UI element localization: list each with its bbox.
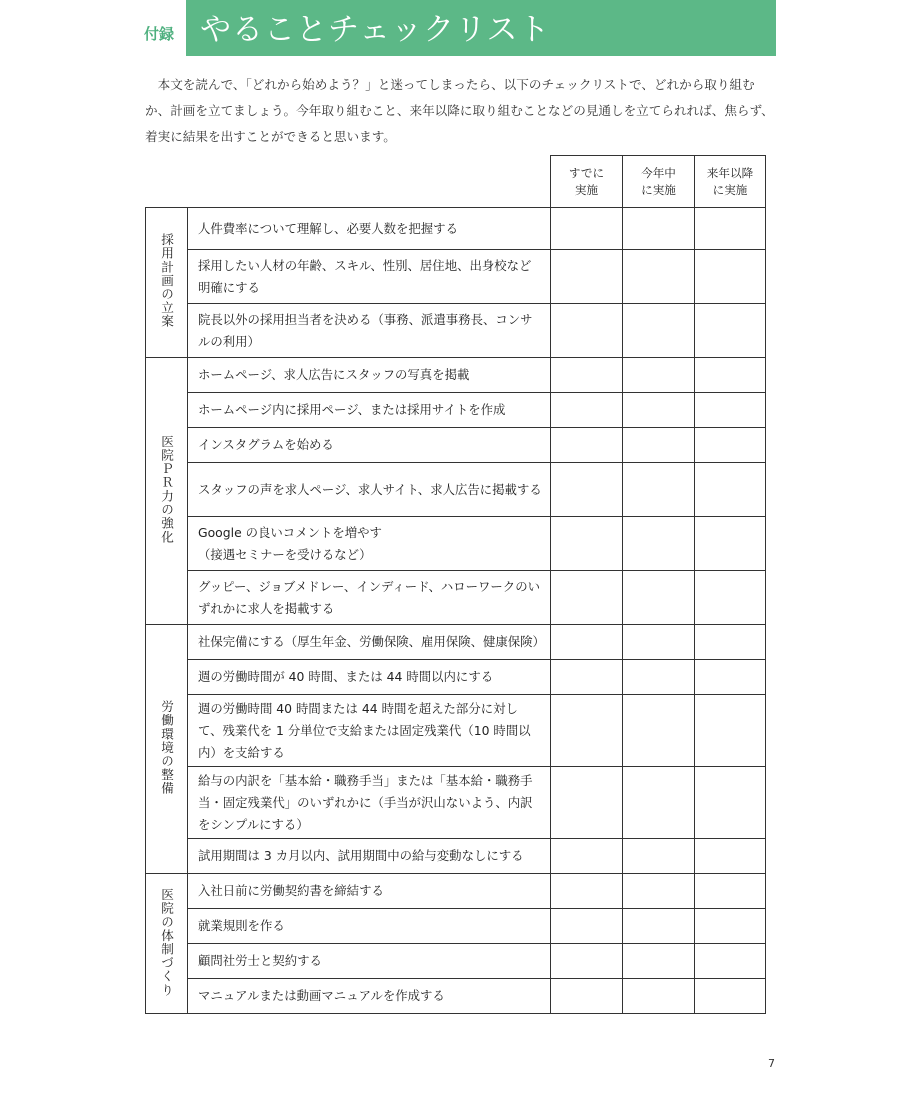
task-label: 週の労働時間 40 時間または 44 時間を超えた部分に対して、残業代を 1 分単位で支給または固定残業代（10 時間以内）を支給する xyxy=(188,695,551,767)
checkbox-done[interactable] xyxy=(551,767,623,839)
checkbox-next-year[interactable] xyxy=(695,909,766,944)
checkbox-next-year[interactable] xyxy=(695,393,766,428)
checkbox-next-year[interactable] xyxy=(695,767,766,839)
task-label: グッピー、ジョブメドレー、インディード、ハローワークのいずれかに求人を掲載する xyxy=(188,571,551,625)
header-blank xyxy=(146,156,551,208)
task-label: Google の良いコメントを増やす （接遇セミナーを受けるなど） xyxy=(188,517,551,571)
section-hiring-plan xyxy=(146,208,188,358)
task-label: 週の労働時間が 40 時間、または 44 時間以内にする xyxy=(188,660,551,695)
checkbox-next-year[interactable] xyxy=(695,428,766,463)
checkbox-next-year[interactable] xyxy=(695,839,766,874)
checkbox-next-year[interactable] xyxy=(695,874,766,909)
checklist-table xyxy=(145,155,766,1014)
checkbox-next-year[interactable] xyxy=(695,208,766,250)
checkbox-done[interactable] xyxy=(551,517,623,571)
checkbox-done[interactable] xyxy=(551,304,623,358)
column-header-this-year: 今年中 に実施 xyxy=(623,156,695,208)
column-header-next-year: 来年以降 に実施 xyxy=(695,156,766,208)
task-label: 給与の内訳を「基本給・職務手当」または「基本給・職務手当・固定残業代」のいずれかに（手当が沢山ないよう、内訳をシンプルにする） xyxy=(188,767,551,839)
task-label: 人件費率について理解し、必要人数を把握する xyxy=(188,208,551,250)
checkbox-this-year[interactable] xyxy=(623,909,695,944)
checkbox-done[interactable] xyxy=(551,428,623,463)
checkbox-this-year[interactable] xyxy=(623,660,695,695)
table-row xyxy=(146,208,766,250)
task-label: インスタグラムを始める xyxy=(188,428,551,463)
checkbox-this-year[interactable] xyxy=(623,767,695,839)
checkbox-this-year[interactable] xyxy=(623,979,695,1014)
table-row xyxy=(146,979,766,1014)
checkbox-this-year[interactable] xyxy=(623,428,695,463)
checkbox-next-year[interactable] xyxy=(695,625,766,660)
checkbox-this-year[interactable] xyxy=(623,944,695,979)
checkbox-next-year[interactable] xyxy=(695,463,766,517)
task-label: 顧問社労士と契約する xyxy=(188,944,551,979)
task-label: 院長以外の採用担当者を決める（事務、派遣事務長、コンサルの利用） xyxy=(188,304,551,358)
checkbox-this-year[interactable] xyxy=(623,625,695,660)
table-row xyxy=(146,767,766,839)
checkbox-next-year[interactable] xyxy=(695,517,766,571)
section-pr xyxy=(146,358,188,625)
table-row xyxy=(146,517,766,571)
table-row xyxy=(146,428,766,463)
task-label: 試用期間は 3 カ月以内、試用期間中の給与変動なしにする xyxy=(188,839,551,874)
table-row xyxy=(146,839,766,874)
checkbox-next-year[interactable] xyxy=(695,250,766,304)
checkbox-done[interactable] xyxy=(551,944,623,979)
checkbox-done[interactable] xyxy=(551,571,623,625)
checkbox-next-year[interactable] xyxy=(695,979,766,1014)
table-row xyxy=(146,625,766,660)
checkbox-done[interactable] xyxy=(551,839,623,874)
column-header-done: すでに 実施 xyxy=(551,156,623,208)
checkbox-this-year[interactable] xyxy=(623,695,695,767)
section-label: 採用計画の立案 xyxy=(159,233,174,329)
checkbox-done[interactable] xyxy=(551,874,623,909)
checkbox-next-year[interactable] xyxy=(695,944,766,979)
checkbox-this-year[interactable] xyxy=(623,463,695,517)
task-label: 社保完備にする（厚生年金、労働保険、雇用保険、健康保険） xyxy=(188,625,551,660)
checkbox-next-year[interactable] xyxy=(695,358,766,393)
checkbox-next-year[interactable] xyxy=(695,660,766,695)
table-row xyxy=(146,250,766,304)
checkbox-done[interactable] xyxy=(551,463,623,517)
task-label: マニュアルまたは動画マニュアルを作成する xyxy=(188,979,551,1014)
checkbox-done[interactable] xyxy=(551,358,623,393)
checkbox-done[interactable] xyxy=(551,250,623,304)
checkbox-done[interactable] xyxy=(551,208,623,250)
table-row xyxy=(146,571,766,625)
table-row xyxy=(146,909,766,944)
table-row xyxy=(146,944,766,979)
checkbox-done[interactable] xyxy=(551,393,623,428)
checkbox-this-year[interactable] xyxy=(623,874,695,909)
checkbox-this-year[interactable] xyxy=(623,304,695,358)
section-clinic-system xyxy=(146,874,188,1014)
table-row xyxy=(146,304,766,358)
checkbox-done[interactable] xyxy=(551,909,623,944)
checkbox-next-year[interactable] xyxy=(695,571,766,625)
checkbox-done[interactable] xyxy=(551,625,623,660)
section-label: 医院の体制づくり xyxy=(159,887,174,997)
checkbox-this-year[interactable] xyxy=(623,208,695,250)
checkbox-this-year[interactable] xyxy=(623,250,695,304)
header-row xyxy=(146,156,766,208)
checkbox-next-year[interactable] xyxy=(695,304,766,358)
appendix-tag: 付録 xyxy=(144,25,175,43)
checkbox-this-year[interactable] xyxy=(623,571,695,625)
checkbox-this-year[interactable] xyxy=(623,839,695,874)
table-row xyxy=(146,874,766,909)
checkbox-done[interactable] xyxy=(551,695,623,767)
checkbox-next-year[interactable] xyxy=(695,695,766,767)
table-row xyxy=(146,393,766,428)
table-row xyxy=(146,358,766,393)
table-row xyxy=(146,463,766,517)
table-row xyxy=(146,660,766,695)
checkbox-done[interactable] xyxy=(551,979,623,1014)
page-title: やることチェックリスト xyxy=(186,0,776,56)
section-work-environment xyxy=(146,625,188,874)
task-label: スタッフの声を求人ページ、求人サイト、求人広告に掲載する xyxy=(188,463,551,517)
table-row xyxy=(146,695,766,767)
checkbox-this-year[interactable] xyxy=(623,358,695,393)
checkbox-done[interactable] xyxy=(551,660,623,695)
task-label: ホームページ、求人広告にスタッフの写真を掲載 xyxy=(188,358,551,393)
task-label: ホームページ内に採用ページ、または採用サイトを作成 xyxy=(188,393,551,428)
checkbox-this-year[interactable] xyxy=(623,393,695,428)
task-label: 就業規則を作る xyxy=(188,909,551,944)
intro-paragraph: 本文を読んで、「どれから始めよう？」と迷ってしまったら、以下のチェックリストで、どれから取り組むか、計画を立てましょう。今年取り組むこと、来年以降に取り組むことなどの見通しを立てられれば、焦らず、着実に結果を出すことができると思います。 xyxy=(145,77,774,144)
section-label: 労働環境の整備 xyxy=(159,699,174,796)
checkbox-this-year[interactable] xyxy=(623,517,695,571)
section-label: 医院ＰＲ力の強化 xyxy=(159,435,174,544)
page-number: 7 xyxy=(768,1057,775,1070)
task-label: 入社日前に労働契約書を締結する xyxy=(188,874,551,909)
task-label: 採用したい人材の年齢、スキル、性別、居住地、出身校など明確にする xyxy=(188,250,551,304)
